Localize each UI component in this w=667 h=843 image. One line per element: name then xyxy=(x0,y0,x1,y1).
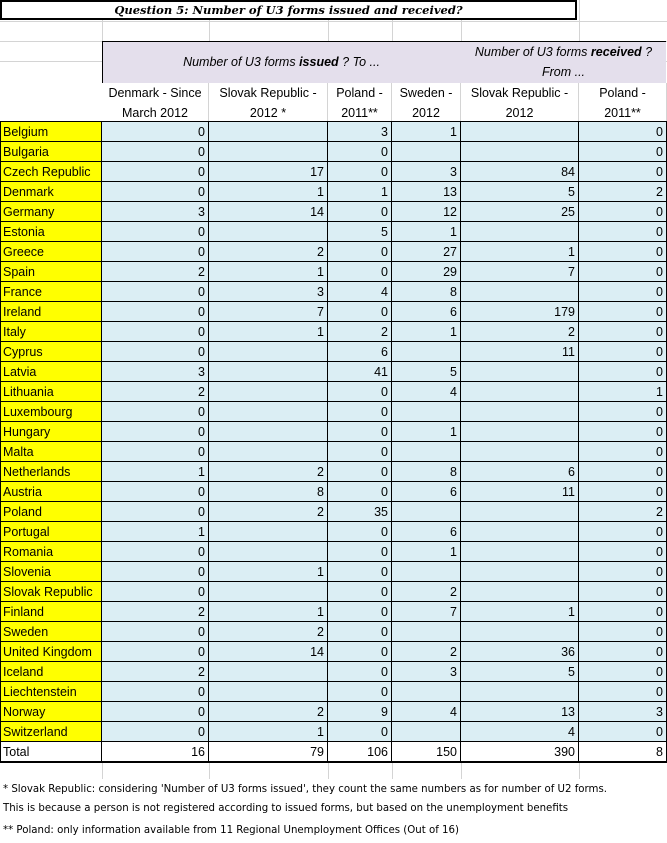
value-cell: 6 xyxy=(392,482,461,502)
value-cell: 4 xyxy=(392,702,461,722)
country-cell: Cyprus xyxy=(0,342,102,362)
value-cell: 4 xyxy=(392,382,461,402)
value-cell xyxy=(461,402,579,422)
value-cell: 0 xyxy=(579,202,667,222)
received-suffix: ? xyxy=(641,45,653,59)
value-cell: 1 xyxy=(392,322,461,342)
value-cell: 0 xyxy=(102,302,209,322)
column-header-line: Denmark - Since xyxy=(108,86,202,100)
value-cell: 0 xyxy=(328,202,392,222)
received-group-header xyxy=(461,41,666,83)
value-cell xyxy=(461,442,579,462)
table-row xyxy=(0,262,667,282)
value-cell: 5 xyxy=(328,222,392,242)
country-cell: Sweden xyxy=(0,622,102,642)
value-cell: 2 xyxy=(392,642,461,662)
country-cell: Italy xyxy=(0,322,102,342)
value-cell: 0 xyxy=(102,682,209,702)
table-row xyxy=(0,522,667,542)
value-cell xyxy=(461,222,579,242)
value-cell: 1 xyxy=(392,542,461,562)
total-row xyxy=(0,742,667,762)
value-cell: 0 xyxy=(579,642,667,662)
value-cell: 2 xyxy=(392,582,461,602)
value-cell: 8 xyxy=(579,742,667,762)
value-cell: 0 xyxy=(579,462,667,482)
country-cell: France xyxy=(0,282,102,302)
value-cell: 25 xyxy=(461,202,579,222)
issued-bold: issued xyxy=(299,55,339,69)
value-cell xyxy=(461,522,579,542)
value-cell xyxy=(209,222,328,242)
country-cell: Switzerland xyxy=(0,722,102,742)
table-row xyxy=(0,222,667,242)
value-cell: 0 xyxy=(579,322,667,342)
column-header-2 xyxy=(209,83,328,123)
value-cell: 0 xyxy=(579,222,667,242)
value-cell: 29 xyxy=(392,262,461,282)
country-cell: Poland xyxy=(0,502,102,522)
value-cell: 17 xyxy=(209,162,328,182)
value-cell: 2 xyxy=(579,502,667,522)
value-cell: 0 xyxy=(328,542,392,562)
value-cell: 0 xyxy=(579,262,667,282)
country-cell: Czech Republic xyxy=(0,162,102,182)
value-cell: 3 xyxy=(392,662,461,682)
value-cell: 0 xyxy=(579,682,667,702)
value-cell: 79 xyxy=(209,742,328,762)
country-cell: Netherlands xyxy=(0,462,102,482)
table-row xyxy=(0,382,667,402)
table-row xyxy=(0,462,667,482)
value-cell: 1 xyxy=(461,602,579,622)
country-cell: Denmark xyxy=(0,182,102,202)
country-cell: Iceland xyxy=(0,662,102,682)
value-cell: 0 xyxy=(328,722,392,742)
country-cell: Ireland xyxy=(0,302,102,322)
column-header-line: 2011** xyxy=(341,106,378,120)
value-cell: 1 xyxy=(209,182,328,202)
value-cell xyxy=(461,142,579,162)
table-row xyxy=(0,562,667,582)
value-cell: 1 xyxy=(579,382,667,402)
value-cell xyxy=(209,142,328,162)
table-row xyxy=(0,302,667,322)
value-cell: 9 xyxy=(328,702,392,722)
value-cell: 35 xyxy=(328,502,392,522)
value-cell: 0 xyxy=(579,722,667,742)
value-cell: 2 xyxy=(209,622,328,642)
table-row xyxy=(0,682,667,702)
issued-group-header xyxy=(102,41,461,83)
table-row xyxy=(0,422,667,442)
value-cell: 36 xyxy=(461,642,579,662)
value-cell: 0 xyxy=(328,562,392,582)
value-cell: 3 xyxy=(392,162,461,182)
value-cell: 1 xyxy=(102,462,209,482)
value-cell xyxy=(209,522,328,542)
table-row xyxy=(0,542,667,562)
value-cell xyxy=(392,502,461,522)
value-cell xyxy=(392,722,461,742)
value-cell: 3 xyxy=(579,702,667,722)
value-cell: 0 xyxy=(579,162,667,182)
table-row xyxy=(0,582,667,602)
value-cell xyxy=(461,422,579,442)
table-row xyxy=(0,342,667,362)
value-cell: 1 xyxy=(328,182,392,202)
value-cell: 13 xyxy=(392,182,461,202)
column-header-line: 2011** xyxy=(604,106,641,120)
value-cell: 0 xyxy=(579,622,667,642)
table-row xyxy=(0,202,667,222)
country-cell: Spain xyxy=(0,262,102,282)
value-cell: 0 xyxy=(102,622,209,642)
value-cell: 1 xyxy=(392,422,461,442)
country-cell: Bulgaria xyxy=(0,142,102,162)
value-cell: 0 xyxy=(328,262,392,282)
value-cell: 1 xyxy=(209,562,328,582)
value-cell: 0 xyxy=(579,542,667,562)
value-cell: 0 xyxy=(579,562,667,582)
footnote-poland: ** Poland: only information available from 11 Regional Unemployment Offices (Out of 16) xyxy=(3,825,459,836)
value-cell: 27 xyxy=(392,242,461,262)
value-cell: 0 xyxy=(102,402,209,422)
value-cell: 3 xyxy=(102,362,209,382)
sheet-title: Question 5: Number of U3 forms issued and received? xyxy=(0,0,577,20)
value-cell: 0 xyxy=(328,522,392,542)
value-cell: 0 xyxy=(102,502,209,522)
value-cell: 2 xyxy=(102,382,209,402)
column-header-3 xyxy=(328,83,392,123)
value-cell: 12 xyxy=(392,202,461,222)
table-row xyxy=(0,722,667,742)
value-cell: 6 xyxy=(392,302,461,322)
value-cell: 0 xyxy=(102,562,209,582)
received-prefix: Number of U3 forms xyxy=(474,45,591,59)
value-cell xyxy=(209,682,328,702)
country-cell: Estonia xyxy=(0,222,102,242)
value-cell: 1 xyxy=(392,222,461,242)
value-cell xyxy=(461,622,579,642)
value-cell: 2 xyxy=(102,602,209,622)
received-from: From ... xyxy=(541,65,586,79)
value-cell: 0 xyxy=(102,282,209,302)
value-cell xyxy=(461,502,579,522)
table-row xyxy=(0,622,667,642)
country-cell: Finland xyxy=(0,602,102,622)
country-cell: Norway xyxy=(0,702,102,722)
value-cell: 0 xyxy=(328,162,392,182)
value-cell: 0 xyxy=(328,302,392,322)
value-cell: 0 xyxy=(579,122,667,142)
value-cell: 0 xyxy=(579,242,667,262)
value-cell xyxy=(209,422,328,442)
value-cell xyxy=(461,362,579,382)
table-row xyxy=(0,442,667,462)
table-row xyxy=(0,362,667,382)
country-cell: Total xyxy=(0,742,102,762)
value-cell: 179 xyxy=(461,302,579,322)
column-header-line: 2012 xyxy=(505,106,534,120)
table-row xyxy=(0,402,667,422)
value-cell xyxy=(392,142,461,162)
value-cell: 7 xyxy=(209,302,328,322)
column-header-line: Sweden - xyxy=(399,86,453,100)
value-cell: 0 xyxy=(328,602,392,622)
country-cell: Slovak Republic xyxy=(0,582,102,602)
value-cell: 150 xyxy=(392,742,461,762)
value-cell: 84 xyxy=(461,162,579,182)
value-cell: 0 xyxy=(579,342,667,362)
value-cell: 14 xyxy=(209,202,328,222)
table-row xyxy=(0,142,667,162)
value-cell: 0 xyxy=(102,482,209,502)
value-cell: 16 xyxy=(102,742,209,762)
table-row xyxy=(0,482,667,502)
value-cell: 8 xyxy=(392,462,461,482)
country-cell: Malta xyxy=(0,442,102,462)
footnote-slovak-line1: * Slovak Republic: considering 'Number of U3 forms issued', they count the same numbers as for number of U2 forms. xyxy=(3,784,608,795)
value-cell: 2 xyxy=(102,262,209,282)
value-cell: 0 xyxy=(328,482,392,502)
table-row xyxy=(0,242,667,262)
footnote-slovak-line2: This is because a person is not registered according to issued forms, but based on the unemployment benefits xyxy=(3,803,569,814)
value-cell: 7 xyxy=(461,262,579,282)
value-cell: 0 xyxy=(328,622,392,642)
value-cell: 0 xyxy=(579,442,667,462)
value-cell: 0 xyxy=(579,302,667,322)
value-cell: 2 xyxy=(328,322,392,342)
value-cell: 0 xyxy=(102,342,209,362)
value-cell: 1 xyxy=(209,262,328,282)
value-cell: 2 xyxy=(579,182,667,202)
column-header-line: 2012 xyxy=(412,106,440,120)
value-cell xyxy=(209,582,328,602)
value-cell: 2 xyxy=(209,462,328,482)
value-cell: 0 xyxy=(102,642,209,662)
received-bold: received xyxy=(590,45,642,59)
value-cell: 4 xyxy=(328,282,392,302)
value-cell: 14 xyxy=(209,642,328,662)
value-cell xyxy=(461,542,579,562)
table-row xyxy=(0,122,667,142)
value-cell xyxy=(209,402,328,422)
table-row xyxy=(0,662,667,682)
value-cell: 0 xyxy=(102,542,209,562)
value-cell: 0 xyxy=(102,142,209,162)
value-cell: 2 xyxy=(209,242,328,262)
value-cell: 0 xyxy=(328,682,392,702)
value-cell: 8 xyxy=(392,282,461,302)
gridline xyxy=(0,21,667,22)
value-cell: 11 xyxy=(461,342,579,362)
value-cell xyxy=(209,382,328,402)
country-cell: Greece xyxy=(0,242,102,262)
value-cell: 0 xyxy=(328,462,392,482)
value-cell: 0 xyxy=(328,242,392,262)
country-cell: Lithuania xyxy=(0,382,102,402)
column-header-1 xyxy=(102,83,209,123)
value-cell xyxy=(392,562,461,582)
column-header-line: Poland - xyxy=(599,86,646,100)
value-cell: 1 xyxy=(209,602,328,622)
table-row xyxy=(0,182,667,202)
table-row xyxy=(0,502,667,522)
value-cell: 0 xyxy=(102,422,209,442)
value-cell: 0 xyxy=(328,442,392,462)
column-header-line: 2012 * xyxy=(249,106,287,120)
country-cell: Liechtenstein xyxy=(0,682,102,702)
value-cell: 0 xyxy=(102,722,209,742)
value-cell: 3 xyxy=(328,122,392,142)
table-row xyxy=(0,282,667,302)
value-cell xyxy=(209,122,328,142)
value-cell: 1 xyxy=(209,722,328,742)
value-cell: 0 xyxy=(579,142,667,162)
value-cell: 0 xyxy=(328,402,392,422)
value-cell: 0 xyxy=(579,522,667,542)
value-cell: 3 xyxy=(102,202,209,222)
value-cell: 6 xyxy=(461,462,579,482)
value-cell: 0 xyxy=(579,362,667,382)
table-row xyxy=(0,162,667,182)
table-row xyxy=(0,322,667,342)
value-cell xyxy=(392,342,461,362)
value-cell xyxy=(392,682,461,702)
column-header-line: Slovak Republic - xyxy=(219,86,317,100)
value-cell: 11 xyxy=(461,482,579,502)
value-cell xyxy=(461,122,579,142)
table-row xyxy=(0,602,667,622)
value-cell: 0 xyxy=(579,402,667,422)
value-cell: 0 xyxy=(328,662,392,682)
value-cell: 4 xyxy=(461,722,579,742)
value-cell: 106 xyxy=(328,742,392,762)
value-cell: 1 xyxy=(102,522,209,542)
value-cell xyxy=(461,282,579,302)
value-cell xyxy=(461,382,579,402)
value-cell: 0 xyxy=(579,662,667,682)
value-cell: 1 xyxy=(209,322,328,342)
value-cell xyxy=(209,362,328,382)
issued-suffix: ? To ... xyxy=(338,55,380,69)
value-cell: 6 xyxy=(328,342,392,362)
country-cell: United Kingdom xyxy=(0,642,102,662)
value-cell xyxy=(461,682,579,702)
value-cell xyxy=(209,342,328,362)
column-header-line: Slovak Republic - xyxy=(470,86,569,100)
value-cell: 2 xyxy=(209,702,328,722)
value-cell: 0 xyxy=(102,122,209,142)
value-cell: 0 xyxy=(102,162,209,182)
value-cell: 0 xyxy=(579,282,667,302)
value-cell xyxy=(461,582,579,602)
column-header-5 xyxy=(461,83,579,123)
value-cell: 5 xyxy=(461,182,579,202)
country-cell: Slovenia xyxy=(0,562,102,582)
value-cell: 0 xyxy=(579,422,667,442)
value-cell: 0 xyxy=(328,582,392,602)
value-cell xyxy=(209,442,328,462)
value-cell: 13 xyxy=(461,702,579,722)
value-cell: 0 xyxy=(102,322,209,342)
value-cell: 1 xyxy=(461,242,579,262)
country-cell: Belgium xyxy=(0,122,102,142)
value-cell xyxy=(392,622,461,642)
value-cell: 8 xyxy=(209,482,328,502)
column-header-6 xyxy=(579,83,667,123)
country-cell: Austria xyxy=(0,482,102,502)
value-cell: 7 xyxy=(392,602,461,622)
value-cell: 0 xyxy=(579,482,667,502)
value-cell xyxy=(209,662,328,682)
table-row xyxy=(0,702,667,722)
value-cell: 2 xyxy=(102,662,209,682)
country-cell: Latvia xyxy=(0,362,102,382)
country-cell: Germany xyxy=(0,202,102,222)
value-cell: 5 xyxy=(392,362,461,382)
value-cell: 41 xyxy=(328,362,392,382)
column-header-line: March 2012 xyxy=(121,106,188,120)
value-cell xyxy=(209,542,328,562)
value-cell: 0 xyxy=(579,582,667,602)
country-cell: Luxembourg xyxy=(0,402,102,422)
value-cell: 0 xyxy=(579,602,667,622)
value-cell: 0 xyxy=(102,242,209,262)
column-header-line: Poland - xyxy=(336,86,383,100)
column-header-4 xyxy=(392,83,461,123)
value-cell: 5 xyxy=(461,662,579,682)
issued-prefix: Number of U3 forms xyxy=(183,55,300,69)
value-cell: 0 xyxy=(102,222,209,242)
value-cell xyxy=(392,442,461,462)
value-cell: 0 xyxy=(328,382,392,402)
country-cell: Hungary xyxy=(0,422,102,442)
value-cell: 0 xyxy=(328,642,392,662)
country-cell: Portugal xyxy=(0,522,102,542)
value-cell: 0 xyxy=(328,142,392,162)
value-cell xyxy=(392,402,461,422)
value-cell: 1 xyxy=(392,122,461,142)
value-cell: 2 xyxy=(461,322,579,342)
value-cell: 0 xyxy=(102,182,209,202)
value-cell: 6 xyxy=(392,522,461,542)
value-cell: 390 xyxy=(461,742,579,762)
value-cell: 3 xyxy=(209,282,328,302)
value-cell: 0 xyxy=(102,582,209,602)
value-cell: 0 xyxy=(102,702,209,722)
footnotes xyxy=(0,779,667,843)
country-cell: Romania xyxy=(0,542,102,562)
value-cell: 0 xyxy=(328,422,392,442)
value-cell xyxy=(461,562,579,582)
table-row xyxy=(0,642,667,662)
value-cell: 2 xyxy=(209,502,328,522)
value-cell: 0 xyxy=(102,442,209,462)
